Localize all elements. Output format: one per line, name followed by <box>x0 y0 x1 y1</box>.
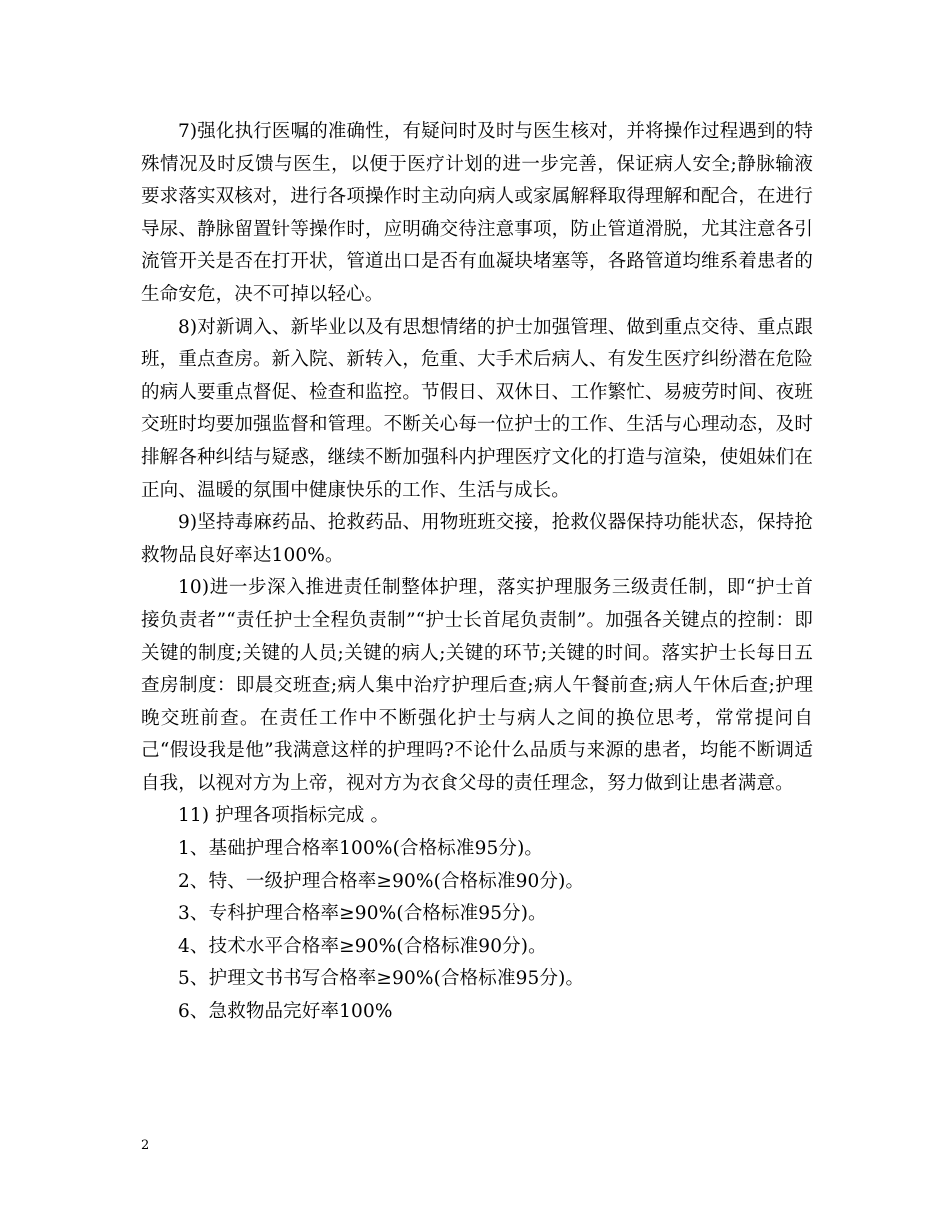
indicator-item: 4、技术水平合格率≥90%(合格标准90分)。 <box>178 935 547 957</box>
indicator-item: 2、特、一级护理合格率≥90%(合格标准90分)。 <box>178 870 585 892</box>
indicator-item: 3、专科护理合格率≥90%(合格标准95分)。 <box>178 903 547 925</box>
paragraph-item-8: 8)对新调入、新毕业以及有思想情绪的护士加强管理、做到重点交待、重点跟班，重点查房。新入院、新转入，危重、大手术后病人、有发生医疗纠纷潜在危险的病人要重点督促、检查和监控。节假日、双休日、工作繁忙、易疲劳时间、夜班交班时均要加强监督和管理。不断关心每一位护士的工作、生活与心理动态，及时排解各种纠结与疑惑，继续不断加强科内护理医疗文化的打造与渲染，使姐妹们在正向、温暖的氛围中健康快乐的工作、生活与成长。 <box>141 316 813 501</box>
indicator-item: 1、基础护理合格率100%(合格标准95分)。 <box>178 838 544 860</box>
document-body <box>141 116 813 1029</box>
paragraph-item-9: 9)坚持毒麻药品、抢救药品、用物班班交接，抢救仪器保持功能状态，保持抢救物品良好率达100%。 <box>141 512 813 566</box>
indicator-item: 6、急救物品完好率100% <box>178 1001 393 1023</box>
page-number: 2 <box>141 1138 150 1153</box>
section-heading-indicators: 11) 护理各项指标完成 。 <box>178 805 390 827</box>
paragraph-item-10: 10)进一步深入推进责任制整体护理，落实护理服务三级责任制，即“护士首接负责者”“责任护士全程负责制”“护士长首尾负责制”。加强各关键点的控制：即关键的制度;关键的人员;关键的病人;关键的环节;关键的时间。落实护士长每日五查房制度：即晨交班查;病人集中治疗护理后查;病人午餐前查;病人午休后查;护理晚交班前查。在责任工作中不断强化护士与病人之间的换位思考，常常提问自己“假设我是他”我满意这样的护理吗?不论什么品质与来源的患者，均能不断调适自我，以视对方为上帝，视对方为衣食父母的责任理念，努力做到让患者满意。 <box>141 577 813 794</box>
indicator-item: 5、护理文书书写合格率≥90%(合格标准95分)。 <box>178 968 585 990</box>
paragraph-item-7: 7)强化执行医嘱的准确性，有疑问时及时与医生核对，并将操作过程遇到的特殊情况及时反馈与医生，以便于医疗计划的进一步完善，保证病人安全;静脉输液要求落实双核对，进行各项操作时主动向病人或家属解释取得理解和配合，在进行导尿、静脉留置针等操作时，应明确交待注意事项，防止管道滑脱，尤其注意各引流管开关是否在打开状，管道出口是否有血凝块堵塞等，各路管道均维系着患者的生命安危，决不可掉以轻心。 <box>141 121 813 305</box>
